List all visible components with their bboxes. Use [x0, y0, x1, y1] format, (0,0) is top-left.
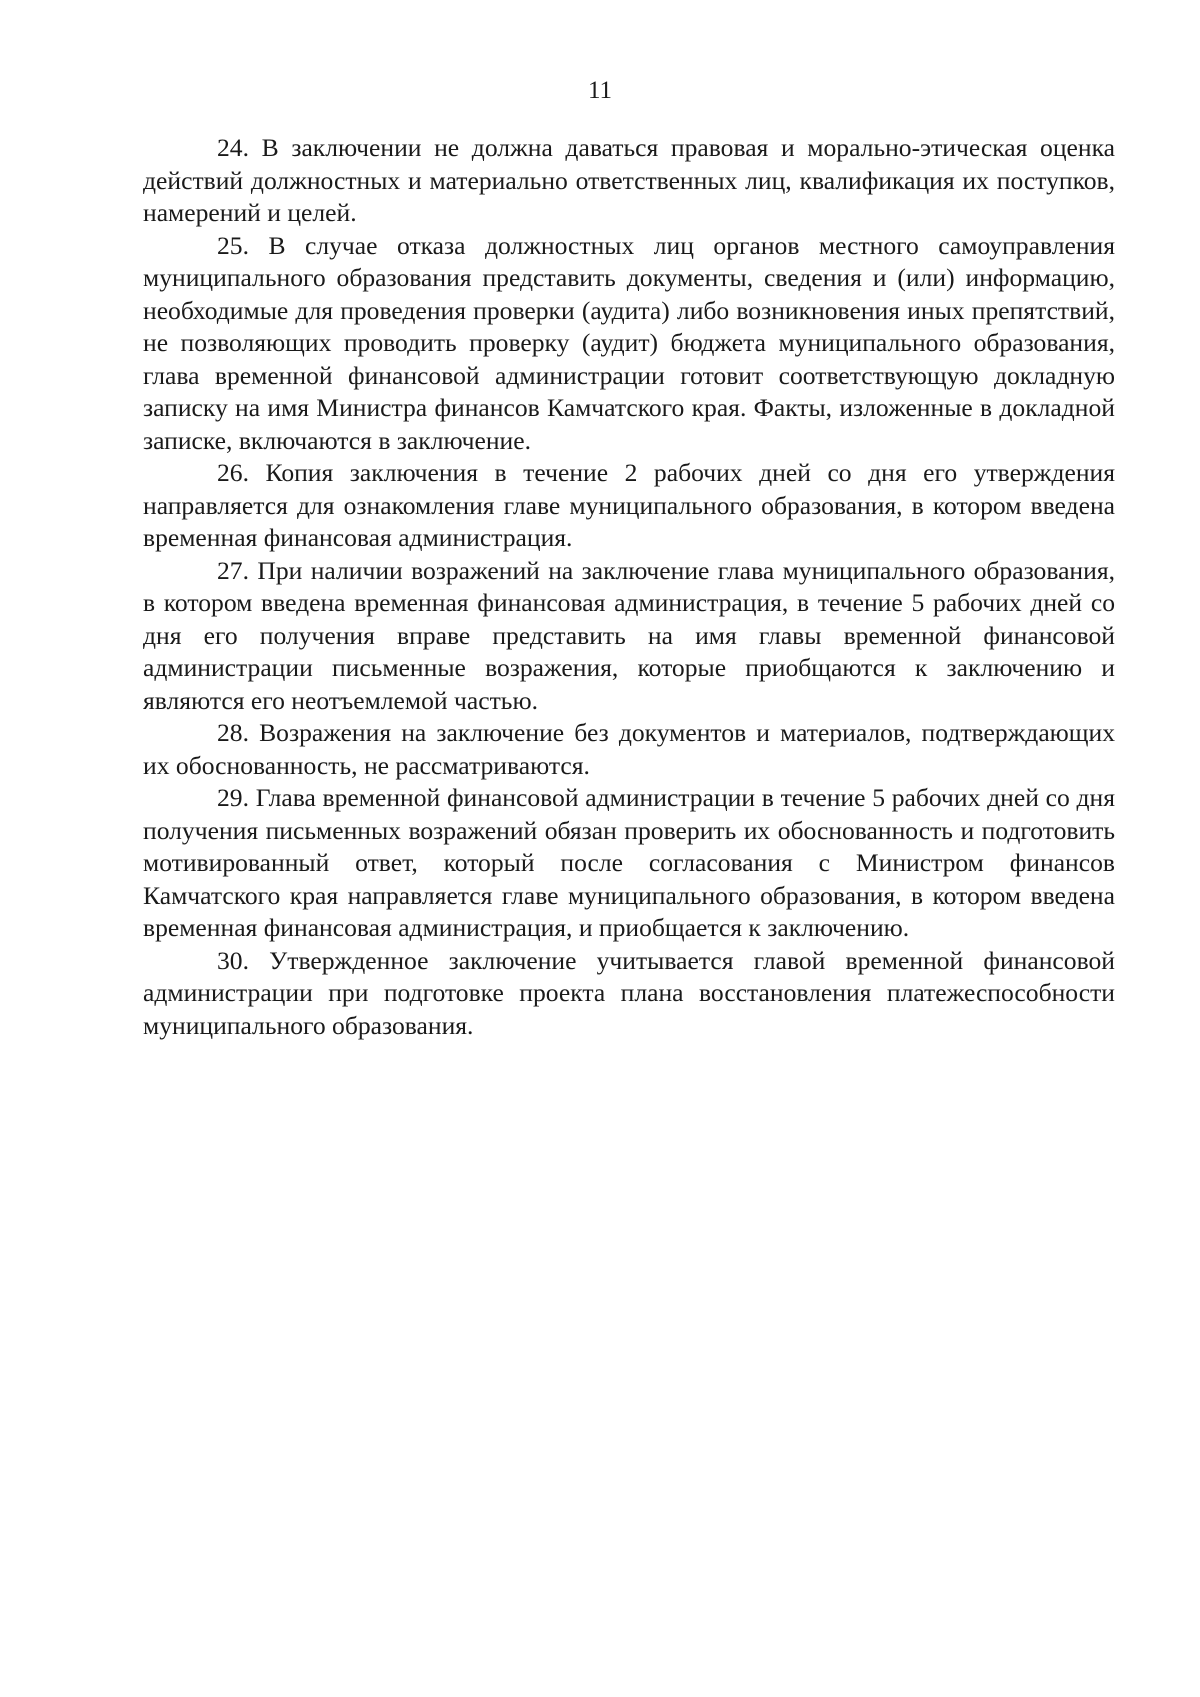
paragraph-24: 24. В заключении не должна даваться правовая и морально-этическая оценка действий должностных и материально ответственных лиц, квалификация их поступков, намерений и целей.	[143, 133, 1115, 227]
paragraph-26: 26. Копия заключения в течение 2 рабочих дней со дня его утверждения направляется для ознакомления главе муниципального образования, в котором введена временная финансовая администрация.	[143, 458, 1115, 552]
page-number: 11	[587, 77, 613, 104]
paragraph-28: 28. Возражения на заключение без документов и материалов, подтверждающих их обоснованность, не рассматриваются.	[143, 718, 1115, 780]
paragraph-27: 27. При наличии возражений на заключение глава муниципального образования, в котором введена временная финансовая администрация, в течение 5 рабочих дней со дня его получения вправе представить на имя главы временной финансовой администрации письменные возражения, которые приобщаются к заключению и являются его неотъемлемой частью.	[143, 555, 1115, 715]
paragraph-30: 30. Утвержденное заключение учитывается главой временной финансовой администрации при подготовке проекта плана восстановления платежеспособности муниципального образования.	[143, 945, 1115, 1040]
document-body	[143, 132, 1115, 1042]
paragraph-25: 25. В случае отказа должностных лиц органов местного самоуправления муниципального образования представить документы, сведения и (или) информацию, необходимые для проведения проверки (аудита) либо возникновения иных препятствий, не позволяющих проводить проверку (аудит) бюджета муниципального образования, глава временной финансовой администрации готовит соответствующую докладную записку на имя Министра финансов Камчатского края. Факты, изложенные в докладной записке, включаются в заключение.	[143, 230, 1115, 455]
paragraph-29: 29. Глава временной финансовой администрации в течение 5 рабочих дней со дня получения письменных возражений обязан проверить их обоснованность и подготовить мотивированный ответ, который после согласования с Министром финансов Камчатского края направляется главе муниципального образования, в котором введена временная финансовая администрация, и приобщается к заключению.	[143, 783, 1115, 942]
